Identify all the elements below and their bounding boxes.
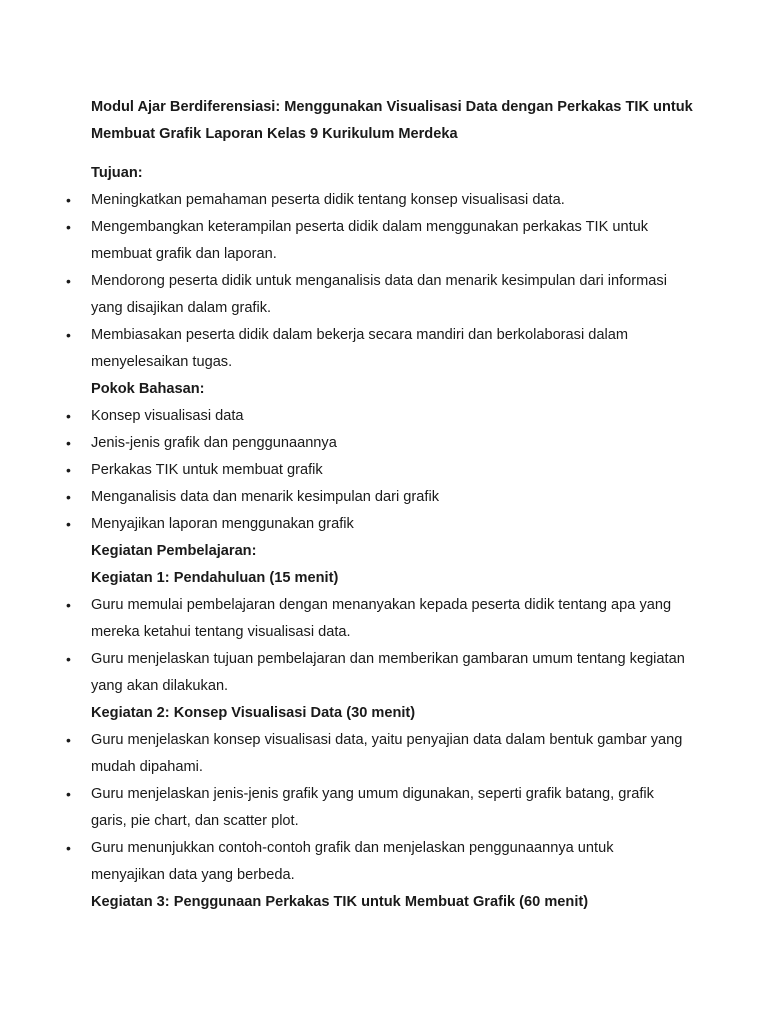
bullet-icon: • [66,786,71,802]
list-item: • Guru menjelaskan konsep visualisasi data, yaitu penyajian data dalam bentuk gambar yang mudah dipahami. [0,727,768,781]
tujuan-list [0,187,768,376]
document-body [0,160,768,916]
bullet-icon: • [66,273,71,289]
bullet-icon: • [66,489,71,505]
bullet-icon: • [66,219,71,235]
bullet-icon: • [66,408,71,424]
bullet-icon: • [66,651,71,667]
list-item: • Konsep visualisasi data [0,403,768,430]
section-heading-kegiatan-2: Kegiatan 2: Konsep Visualisasi Data (30 menit) [91,705,416,721]
list-item: • Mendorong peserta didik untuk menganalisis data dan menarik kesimpulan dari informasi yang disajikan dalam grafik. [0,268,768,322]
section-heading-tujuan: Tujuan: [91,165,143,181]
bullet-icon: • [66,516,71,532]
list-item: • Guru memulai pembelajaran dengan menanyakan kepada peserta didik tentang apa yang mereka ketahui tentang visualisasi data. [0,592,768,646]
bullet-icon: • [66,597,71,613]
list-item: • Jenis-jenis grafik dan penggunaannya [0,430,768,457]
kegiatan-2-list [0,727,768,889]
bullet-icon: • [66,732,71,748]
bullet-icon: • [66,435,71,451]
list-item: • Meningkatkan pemahaman peserta didik tentang konsep visualisasi data. [0,187,768,214]
pokok-bahasan-list [0,403,768,538]
section-heading-pokok-bahasan: Pokok Bahasan: [91,381,205,397]
bullet-icon: • [66,192,71,208]
list-item: • Perkakas TIK untuk membuat grafik [0,457,768,484]
list-item: • Guru menjelaskan tujuan pembelajaran dan memberikan gambaran umum tentang kegiatan yang akan dilakukan. [0,646,768,700]
section-heading-kegiatan-pembelajaran: Kegiatan Pembelajaran: [91,543,257,559]
list-item: • Menganalisis data dan menarik kesimpulan dari grafik [0,484,768,511]
list-item: • Guru menunjukkan contoh-contoh grafik dan menjelaskan penggunaannya untuk menyajikan data yang berbeda. [0,835,768,889]
bullet-icon: • [66,840,71,856]
document-title: Modul Ajar Berdiferensiasi: Menggunakan Visualisasi Data dengan Perkakas TIK untuk Membuat Grafik Laporan Kelas 9 Kurikulum Merdeka [91,99,693,142]
list-item: • Mengembangkan keterampilan peserta didik dalam menggunakan perkakas TIK untuk membuat grafik dan laporan. [0,214,768,268]
bullet-icon: • [66,327,71,343]
list-item: • Menyajikan laporan menggunakan grafik [0,511,768,538]
list-item: • Guru menjelaskan jenis-jenis grafik yang umum digunakan, seperti grafik batang, grafik garis, pie chart, dan scatter plot. [0,781,768,835]
bullet-icon: • [66,462,71,478]
kegiatan-1-list [0,592,768,700]
list-item: • Membiasakan peserta didik dalam bekerja secara mandiri dan berkolaborasi dalam menyelesaikan tugas. [0,322,768,376]
section-heading-kegiatan-1: Kegiatan 1: Pendahuluan (15 menit) [91,570,339,586]
section-heading-kegiatan-3: Kegiatan 3: Penggunaan Perkakas TIK untuk Membuat Grafik (60 menit) [91,894,589,910]
